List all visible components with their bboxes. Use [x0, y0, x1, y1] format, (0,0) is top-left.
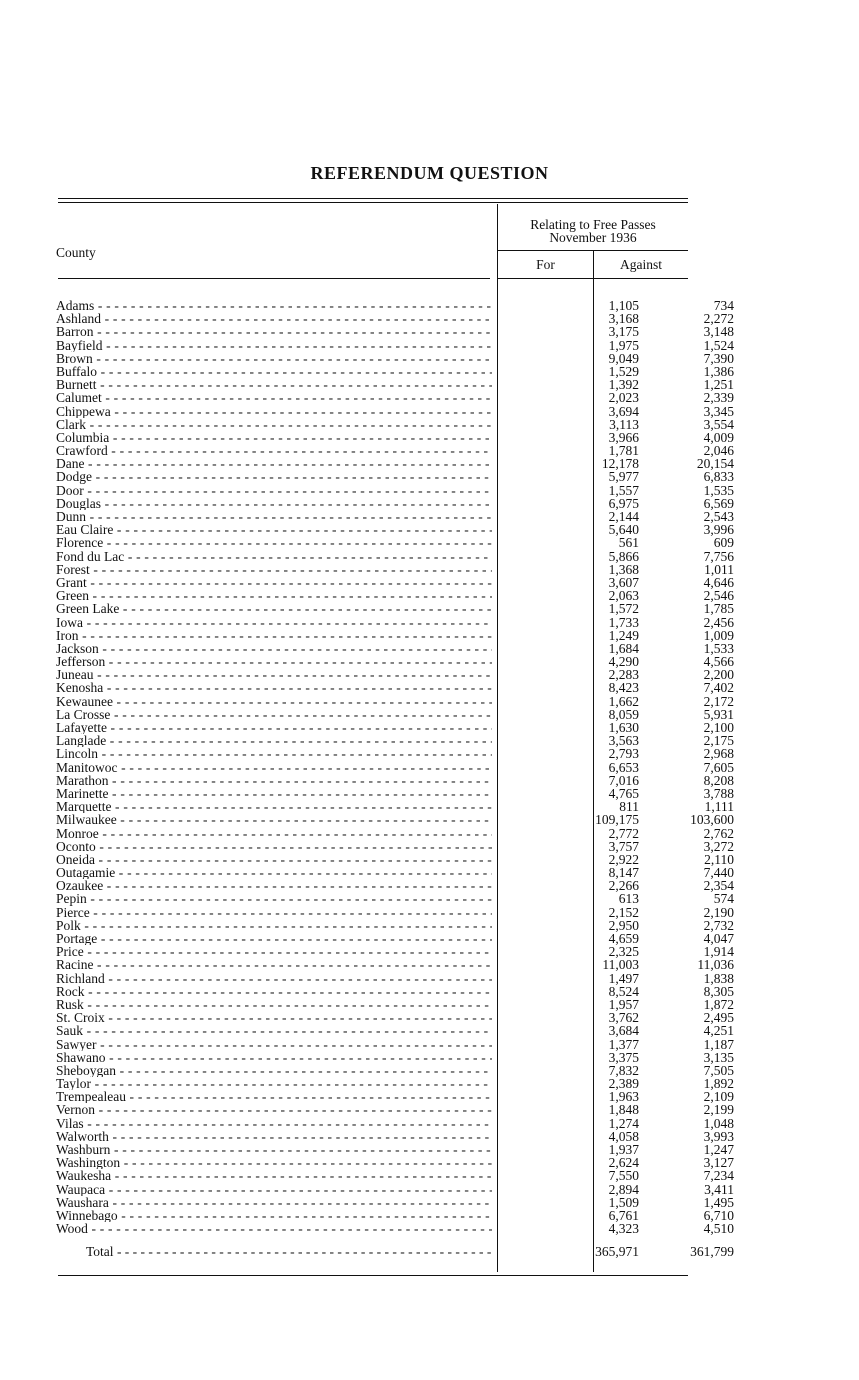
county-name: Dunn - - - [56, 510, 492, 523]
group-header-line1: Relating to Free Passes [530, 217, 656, 232]
county-name: Washburn - - - [56, 1143, 492, 1156]
against-value: 1,386 [703, 363, 734, 379]
against-value: 1,785 [703, 601, 734, 617]
county-name: Jackson - - - [56, 642, 492, 655]
against-value: 2,199 [703, 1102, 734, 1118]
for-value: 8,423 [608, 680, 639, 696]
for-value: 4,058 [608, 1128, 639, 1144]
for-value: 1,497 [608, 970, 639, 986]
county-name: Dane - - - [56, 457, 492, 470]
for-value: 1,975 [608, 337, 639, 353]
table-row [56, 1115, 734, 1131]
county-name: Rock - - - [56, 985, 492, 998]
for-value: 6,761 [608, 1207, 639, 1223]
table-row [56, 588, 734, 604]
table-row [56, 865, 734, 881]
county-name: Manitowoc - - - [56, 761, 492, 774]
for-value: 1,781 [608, 443, 639, 459]
against-value: 7,605 [703, 759, 734, 775]
county-name: Chippewa - - - [56, 405, 492, 418]
for-value: 4,290 [608, 654, 639, 670]
against-value: 4,646 [703, 574, 734, 590]
for-value: 1,572 [608, 601, 639, 617]
against-value: 2,046 [703, 443, 734, 459]
table-row [56, 403, 734, 419]
county-name: Iowa - - - [56, 616, 492, 629]
for-value: 5,866 [608, 548, 639, 564]
table-row [56, 1155, 734, 1171]
for-value: 1,377 [608, 1036, 639, 1052]
for-value: 6,653 [608, 759, 639, 775]
total-label: Total - - - [86, 1245, 492, 1259]
for-value: 1,733 [608, 614, 639, 630]
for-value: 2,793 [608, 746, 639, 762]
for-value: 7,550 [608, 1168, 639, 1184]
for-value: 1,105 [608, 298, 639, 313]
table-row [56, 680, 734, 696]
against-value: 3,996 [703, 522, 734, 538]
table-row [56, 574, 734, 590]
against-value: 609 [713, 535, 734, 551]
against-value: 1,892 [703, 1076, 734, 1092]
county-name: Waukesha - - - [56, 1169, 492, 1182]
against-value: 20,154 [696, 456, 734, 472]
county-name: Green - - - [56, 589, 492, 602]
county-name: Kewaunee - - - [56, 695, 492, 708]
table-row [56, 509, 734, 524]
for-value: 3,113 [609, 416, 639, 432]
for-value: 12,178 [601, 456, 639, 472]
county-name: Grant - - - [56, 576, 492, 589]
for-value: 2,144 [608, 509, 639, 524]
table-row [56, 298, 734, 313]
county-name: Douglas - - - [56, 497, 492, 510]
table-row [56, 983, 734, 999]
for-value: 1,274 [608, 1115, 639, 1131]
for-value: 2,922 [608, 851, 639, 867]
table-row [56, 944, 734, 960]
against-value: 4,047 [703, 931, 734, 946]
against-value: 3,272 [703, 838, 734, 854]
county-name: Wood - - - [56, 1222, 492, 1235]
county-name: Marinette - - - [56, 787, 492, 800]
table-row [56, 720, 734, 735]
county-name: Oneida - - - [56, 853, 492, 866]
against-value: 4,251 [703, 1023, 734, 1039]
for-value: 7,016 [608, 772, 639, 788]
for-value: 2,950 [608, 917, 639, 933]
county-name: Forest - - - [56, 563, 492, 576]
total-row [56, 1244, 734, 1259]
for-value: 4,659 [608, 931, 639, 946]
against-value: 2,175 [703, 733, 734, 749]
table-row [56, 733, 734, 749]
table-row [56, 443, 734, 459]
against-value: 1,524 [703, 337, 734, 353]
against-value: 2,172 [703, 693, 734, 709]
county-name: Walworth - - - [56, 1130, 492, 1143]
for-value: 6,975 [608, 495, 639, 511]
against-value: 2,190 [703, 904, 734, 920]
against-value: 3,127 [703, 1155, 734, 1171]
table-row [56, 614, 734, 630]
table-row [56, 825, 734, 841]
table-row [56, 746, 734, 762]
for-value: 613 [618, 891, 639, 907]
county-name: Brown - - - [56, 352, 492, 365]
county-name: Sauk - - - [56, 1024, 492, 1037]
county-name: Calumet - - - [56, 391, 492, 404]
table-row [56, 1128, 734, 1144]
for-value: 3,757 [608, 838, 639, 854]
county-name: Ashland - - - [56, 312, 492, 325]
for-value: 3,563 [608, 733, 639, 749]
against-value: 3,345 [703, 403, 734, 419]
for-value: 2,063 [608, 588, 639, 604]
against-value: 2,272 [703, 311, 734, 327]
against-value: 103,600 [690, 812, 734, 828]
table-row [56, 799, 734, 815]
against-value: 574 [713, 891, 734, 907]
against-value: 5,931 [703, 706, 734, 722]
against-value: 3,554 [703, 416, 734, 432]
county-header: County [56, 245, 96, 260]
county-name: Pepin - - - [56, 892, 492, 905]
against-value: 1,914 [703, 944, 734, 960]
against-value: 6,710 [703, 1207, 734, 1223]
county-name: Pierce - - - [56, 906, 492, 919]
county-name: St. Croix - - - [56, 1011, 492, 1024]
table-row [56, 429, 734, 445]
county-name: Marquette - - - [56, 800, 492, 813]
county-table-body [56, 298, 734, 1237]
county-name: Jefferson - - - [56, 655, 492, 668]
for-value: 4,323 [608, 1221, 639, 1237]
county-name: Crawford - - - [56, 444, 492, 457]
for-value: 2,266 [608, 878, 639, 894]
table-row [56, 456, 734, 472]
table-row [56, 706, 734, 722]
for-value: 3,607 [608, 574, 639, 590]
table-row [56, 311, 734, 327]
county-name: Washington - - - [56, 1156, 492, 1169]
county-name: Polk - - - [56, 919, 492, 932]
county-name: Fond du Lac - - - [56, 550, 492, 563]
county-name: Buffalo - - - [56, 365, 492, 378]
for-value: 2,894 [608, 1181, 639, 1197]
table-row [56, 693, 734, 709]
for-value: 5,977 [608, 469, 639, 485]
county-name: Lafayette - - - [56, 721, 492, 734]
for-value: 1,509 [608, 1194, 639, 1210]
table-row [56, 601, 734, 617]
table-row [56, 561, 734, 577]
for-value: 3,375 [608, 1049, 639, 1065]
county-name: Marathon - - - [56, 774, 492, 787]
table-row [56, 495, 734, 511]
table-row [56, 667, 734, 683]
against-value: 1,872 [703, 996, 734, 1012]
for-value: 7,832 [608, 1062, 639, 1078]
county-name: Columbia - - - [56, 431, 492, 444]
page-title: REFERENDUM QUESTION [310, 163, 549, 183]
against-value: 8,208 [703, 772, 734, 788]
county-name: Monroe - - - [56, 827, 492, 840]
against-value: 1,111 [704, 799, 734, 815]
against-value: 2,110 [704, 851, 734, 867]
for-value: 2,283 [608, 667, 639, 683]
table-row [56, 772, 734, 788]
against-value: 1,009 [703, 627, 734, 643]
county-name: Dodge - - - [56, 470, 492, 483]
table-row [56, 416, 734, 432]
county-name: Eau Claire - - - [56, 523, 492, 536]
against-value: 3,135 [703, 1049, 734, 1065]
county-name: Price - - - [56, 945, 492, 958]
against-value: 1,011 [704, 561, 734, 577]
county-name: Taylor - - - [56, 1077, 492, 1090]
table-row [56, 1062, 734, 1078]
county-name: Green Lake - - - [56, 602, 492, 615]
bottom-rule [58, 1275, 688, 1276]
county-name: Waushara - - - [56, 1196, 492, 1209]
table-row [56, 1221, 734, 1237]
county-name: Racine - - - [56, 958, 492, 971]
county-name: Winnebago - - - [56, 1209, 492, 1222]
for-value: 1,662 [608, 693, 639, 709]
county-name: Rusk - - - [56, 998, 492, 1011]
against-value: 1,247 [703, 1142, 734, 1157]
against-value: 11,036 [697, 957, 734, 973]
against-value: 4,009 [703, 429, 734, 445]
for-value: 3,762 [608, 1010, 639, 1026]
county-name: Sheboygan - - - [56, 1064, 492, 1077]
against-value: 2,200 [703, 667, 734, 683]
table-row [56, 1102, 734, 1118]
for-value: 3,694 [608, 403, 639, 419]
for-header: For [536, 257, 555, 272]
table-row [56, 1194, 734, 1210]
against-value: 3,148 [703, 324, 734, 340]
for-value: 4,765 [608, 785, 639, 801]
for-value: 9,049 [608, 350, 639, 366]
county-name: Vilas - - - [56, 1117, 492, 1130]
county-name: Oconto - - - [56, 840, 492, 853]
against-value: 2,495 [703, 1010, 734, 1026]
against-value: 2,546 [703, 588, 734, 604]
table-row [56, 482, 734, 498]
for-value: 5,640 [608, 522, 639, 538]
table-row [56, 851, 734, 867]
against-value: 3,993 [703, 1128, 734, 1144]
table-row [56, 640, 734, 656]
against-value: 4,566 [703, 654, 734, 670]
table-row [56, 522, 734, 538]
against-value: 2,543 [703, 509, 734, 524]
county-name: Waupaca - - - [56, 1183, 492, 1196]
table-row [56, 390, 734, 406]
county-name: Bayfield - - - [56, 339, 492, 352]
for-value: 1,557 [608, 482, 639, 498]
against-value: 7,234 [703, 1168, 734, 1184]
for-value: 3,168 [608, 311, 639, 327]
table-row [56, 1089, 734, 1105]
top-rule-thin [58, 202, 688, 203]
table-row [56, 917, 734, 933]
against-value: 2,762 [703, 825, 734, 841]
county-name: Langlade - - - [56, 734, 492, 747]
table-row [56, 337, 734, 353]
county-name: Iron - - - [56, 629, 492, 642]
for-value: 2,624 [608, 1155, 639, 1171]
county-name: Milwaukee - - - [56, 813, 492, 826]
for-value: 2,152 [608, 904, 639, 920]
county-name: Door - - - [56, 484, 492, 497]
table-row [56, 363, 734, 379]
against-value: 3,788 [703, 785, 734, 801]
county-name: Shawano - - - [56, 1051, 492, 1064]
county-name: Vernon - - - [56, 1103, 492, 1116]
table-row [56, 377, 734, 393]
against-header: Against [620, 257, 662, 272]
table-row [56, 1049, 734, 1065]
against-value: 2,100 [703, 720, 734, 735]
county-name: Kenosha - - - [56, 681, 492, 694]
table-row [56, 878, 734, 894]
for-value: 109,175 [595, 812, 639, 828]
county-name: Portage - - - [56, 932, 492, 945]
for-value: 2,325 [608, 944, 639, 960]
table-row [56, 1142, 734, 1157]
against-value: 7,756 [703, 548, 734, 564]
county-name: Barron - - - [56, 325, 492, 338]
against-value: 1,533 [703, 640, 734, 656]
top-rule-thick [58, 198, 688, 199]
table-row [56, 785, 734, 801]
table-row [56, 627, 734, 643]
table-row [56, 324, 734, 340]
for-value: 1,529 [608, 363, 639, 379]
county-name: Burnett - - - [56, 378, 492, 391]
table-row [56, 1168, 734, 1184]
for-value: 2,023 [608, 390, 639, 406]
table-row [56, 548, 734, 564]
table-row [56, 996, 734, 1012]
against-value: 7,390 [703, 350, 734, 366]
county-name: Outagamie - - - [56, 866, 492, 879]
county-name: Sawyer - - - [56, 1038, 492, 1051]
against-value: 1,838 [703, 970, 734, 986]
for-value: 8,059 [608, 706, 639, 722]
county-name: Clark - - - [56, 418, 492, 431]
total-against-value: 361,799 [690, 1244, 734, 1259]
table-row [56, 1181, 734, 1197]
for-value: 1,630 [608, 720, 639, 735]
for-value: 811 [619, 799, 639, 815]
against-value: 7,440 [703, 865, 734, 881]
table-row [56, 931, 734, 946]
for-value: 8,147 [608, 865, 639, 881]
against-value: 2,456 [703, 614, 734, 630]
county-name: Trempealeau - - - [56, 1090, 492, 1103]
total-for-value: 365,971 [595, 1244, 639, 1259]
for-value: 561 [618, 535, 639, 551]
for-value: 2,772 [608, 825, 639, 841]
against-value: 8,305 [703, 983, 734, 999]
table-row [56, 838, 734, 854]
for-value: 3,684 [608, 1023, 639, 1039]
against-value: 734 [713, 298, 734, 313]
for-value: 1,963 [608, 1089, 639, 1105]
table-row [56, 970, 734, 986]
for-value: 1,392 [608, 377, 639, 393]
against-value: 1,535 [703, 482, 734, 498]
table-row [56, 1010, 734, 1026]
for-value: 1,249 [608, 627, 639, 643]
table-row [56, 654, 734, 670]
header-bottom-rule [58, 278, 490, 279]
table-row [56, 1036, 734, 1052]
against-value: 3,411 [704, 1181, 734, 1197]
table-row [56, 759, 734, 775]
against-value: 2,339 [703, 390, 734, 406]
against-value: 1,187 [703, 1036, 734, 1052]
table-row [56, 812, 734, 828]
table-row [56, 1076, 734, 1092]
table-row [56, 904, 734, 920]
for-value: 3,175 [608, 324, 639, 340]
county-name: La Crosse - - - [56, 708, 492, 721]
against-value: 6,569 [703, 495, 734, 511]
against-value: 1,048 [703, 1115, 734, 1131]
group-header-line2: November 1936 [549, 230, 637, 245]
for-value: 8,524 [608, 983, 639, 999]
for-value: 1,368 [608, 561, 639, 577]
for-value: 1,957 [608, 996, 639, 1012]
against-value: 2,968 [703, 746, 734, 762]
for-value: 1,848 [608, 1102, 639, 1118]
table-row [56, 891, 734, 907]
county-name: Richland - - - [56, 972, 492, 985]
against-value: 6,833 [703, 469, 734, 485]
table-row [56, 535, 734, 551]
table-row [56, 1207, 734, 1223]
against-value: 1,495 [703, 1194, 734, 1210]
table-row [56, 469, 734, 485]
against-value: 1,251 [703, 377, 734, 393]
for-value: 1,684 [608, 640, 639, 656]
against-value: 7,402 [703, 680, 734, 696]
table-row [56, 957, 734, 973]
county-name: Florence - - - [56, 536, 492, 549]
against-value: 4,510 [703, 1221, 734, 1237]
against-value: 7,505 [703, 1062, 734, 1078]
county-name: Ozaukee - - - [56, 879, 492, 892]
for-value: 1,937 [608, 1142, 639, 1157]
for-value: 3,966 [608, 429, 639, 445]
against-value: 2,109 [703, 1089, 734, 1105]
for-value: 11,003 [602, 957, 639, 973]
for-value: 2,389 [608, 1076, 639, 1092]
county-name: Adams - - - [56, 299, 492, 312]
against-value: 2,732 [703, 917, 734, 933]
against-value: 2,354 [703, 878, 734, 894]
county-name: Juneau - - - [56, 668, 492, 681]
table-row [56, 1023, 734, 1039]
county-name: Lincoln - - - [56, 747, 492, 760]
table-row [56, 350, 734, 366]
